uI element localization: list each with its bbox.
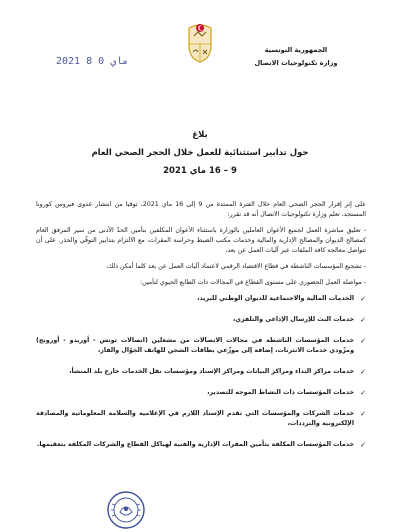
list-item: ✓ الخدمات المالية والاجتماعية للديوان الوطني للبريد، <box>197 295 366 303</box>
checkmark-icon: ✓ <box>360 441 366 449</box>
paragraph-remote-work: - تشجيع المؤسسات الناشطة في قطاع الاقتصاد الرقمي لاعتماد آليات العمل عن بعد كلما أمكن ذلك، <box>105 263 366 270</box>
letterhead <box>236 44 356 70</box>
ministry-seal-icon <box>106 490 146 530</box>
list-item: ✓ خدمات المؤسسات ذات النشاط الموجه للتصدير، <box>207 389 366 397</box>
ministry-name: وزارة تكنولوجيات الاتصال <box>254 59 338 67</box>
republic-name: الجمهورية التونسية <box>264 46 328 54</box>
document-body <box>36 200 366 461</box>
document-title: حول تدابير استثنائية للعمل خلال الحجر الصحي العام <box>91 148 309 158</box>
list-item: ✓ خدمات مراكز النداء ومراكز البيانات ومراكز الإسناد ومؤسسات نقل الخدمات خارج بلد المنشأ، <box>69 368 366 376</box>
title-block <box>40 128 360 178</box>
paragraph-continuation: - مواصلة العمل الحضوري على مستوى القطاع في المجالات ذات الطابع الحيوي لتأمين: <box>139 279 366 286</box>
date-stamp: 2021 ماي 0 8 <box>56 56 129 67</box>
list-item: ✓ خدمات الشركات والمؤسسات التي تقدم الإسناد اللازم في الإعلامية والسلامة المعلوماتية والمصادقة الإلكترونية والترددات، <box>36 410 366 427</box>
tunisia-emblem-icon <box>184 20 216 64</box>
checkmark-icon: ✓ <box>360 389 366 397</box>
checkmark-icon: ✓ <box>360 295 366 303</box>
checkmark-icon: ✓ <box>360 410 366 418</box>
checkmark-icon: ✓ <box>360 368 366 376</box>
document-period: 9 – 16 ماي 2021 <box>163 166 237 176</box>
document-type: بلاغ <box>192 130 208 140</box>
list-item: ✓ خدمات المؤسسات الناشطة في مجالات الاتصالات من مشغلين (اتصالات تونس - أوريدو - أورونج) ومزّودي خدمات الانترنات، إضافة إلى موزّعي بطاقات الشحن للهاتف الجوّال والقار، <box>36 337 366 354</box>
checkmark-icon: ✓ <box>360 316 366 324</box>
essential-services-list <box>36 294 366 450</box>
list-item: ✓ خدمات المؤسسات المكلفة بتأمين المقرات الإدارية والفنية لهياكل القطاع والشركات المكلفة بتعقيمها. <box>36 441 366 449</box>
list-item: ✓ خدمات البث للإرسال الإذاعي والتلفزي، <box>232 316 366 324</box>
checkmark-icon: ✓ <box>360 337 366 345</box>
intro-paragraph: على إثر إقرار الحجر الصحي العام خلال الفترة الممتدة من 9 إلى 16 ماي 2021، توقيا من انتشار عدوى فيروس كورونا المستجد، تعلم وزارة تكنولوجيات الاتصال أنه قد تقرر: <box>36 201 367 218</box>
paragraph-suspension: - تعليق مباشرة العمل لجميع الأعوان العاملين بالوزارة باستثناء الأعوان المكلفين بتأمين الحدّ الأدنى من سير المرفق العام كمصالح الديوان والمصالح الإدارية والمالية وخدمات مكتب الضبط وحراسة المقرات، مع الالتزام بتدابير التوقّي والحذر. على أن تتواصل معالجة كافة الملفات عبر آليات العمل عن بعد، <box>36 227 366 254</box>
